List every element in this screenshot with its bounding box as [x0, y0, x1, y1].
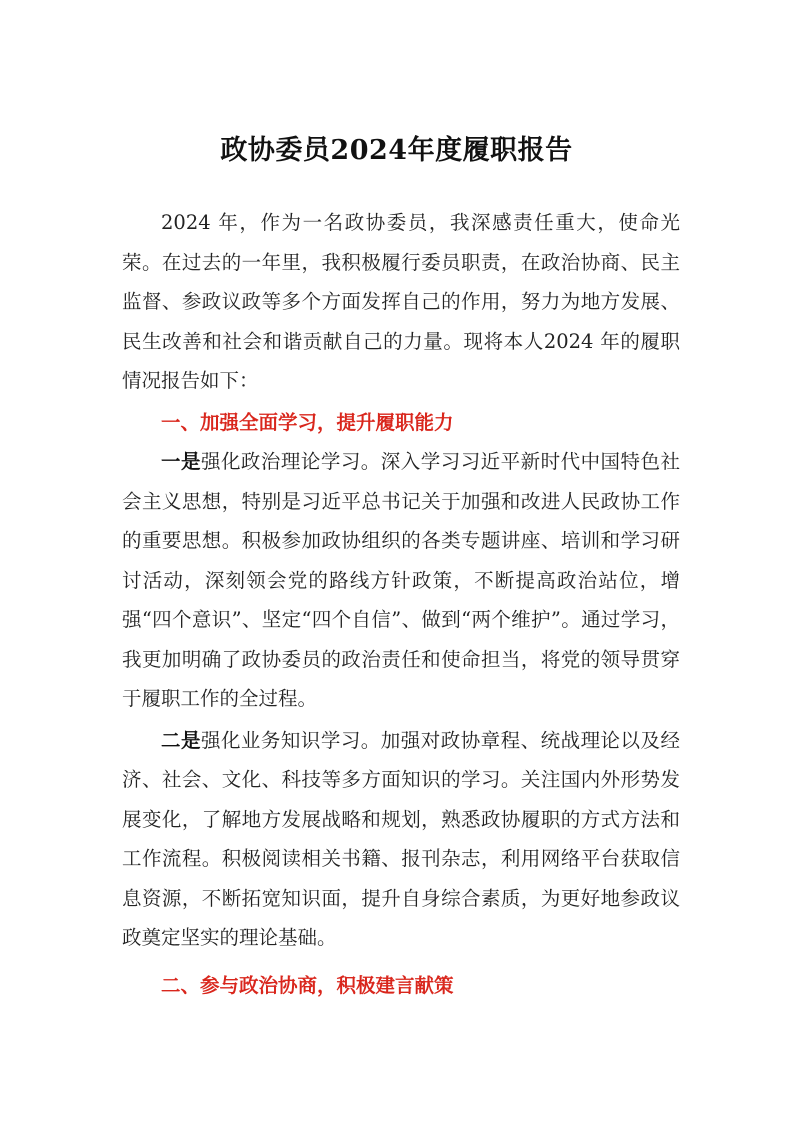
paragraph-lead: 一是: [161, 450, 201, 473]
section-1-heading: 一、加强全面学习，提升履职能力: [161, 410, 454, 434]
paragraph-text: 强化政治理论学习。深入学习习近平新时代中国特色社会主义思想，特别是习近平总书记关于加强和改进人民政协工作的重要思想。积极参加政协组织的各类专题讲座、培训和学习研讨活动，深刻领会党的路线方针政策，不断提高政治站位，增强“四个意识”、坚定“四个自信”、做到“两个维护”。通过学习，我更加明确了政协委员的政治责任和使命担当，将党的领导贯穿于履职工作的全过程。: [122, 450, 680, 710]
section-1-paragraph-1: [122, 442, 680, 719]
paragraph-text: 强化业务知识学习。加强对政协章程、统战理论以及经济、社会、文化、科技等多方面知识的学习。关注国内外形势发展变化，了解地方发展战略和规划，熟悉政协履职的方式方法和工作流程。积极阅读相关书籍、报刊杂志，利用网络平台获取信息资源，不断拓宽知识面，提升自身综合素质，为更好地参政议政奠定坚实的理论基础。: [122, 728, 680, 949]
document-body: [122, 203, 680, 1005]
section-1-paragraph-2: [122, 721, 680, 958]
paragraph-lead: 二是: [161, 728, 201, 752]
section-2-heading: 二、参与政治协商，积极建言献策: [161, 973, 454, 997]
intro-paragraph: 2024 年，作为一名政协委员，我深感责任重大，使命光荣。在过去的一年里，我积极履行委员职责，在政治协商、民主监督、参政议政等多个方面发挥自己的作用，努力为地方发展、民生改善和社会和谐贡献自己的力量。现将本人2024 年的履职情况报告如下：: [122, 211, 680, 392]
document-title: 政协委员2024年度履职报告: [220, 135, 573, 166]
